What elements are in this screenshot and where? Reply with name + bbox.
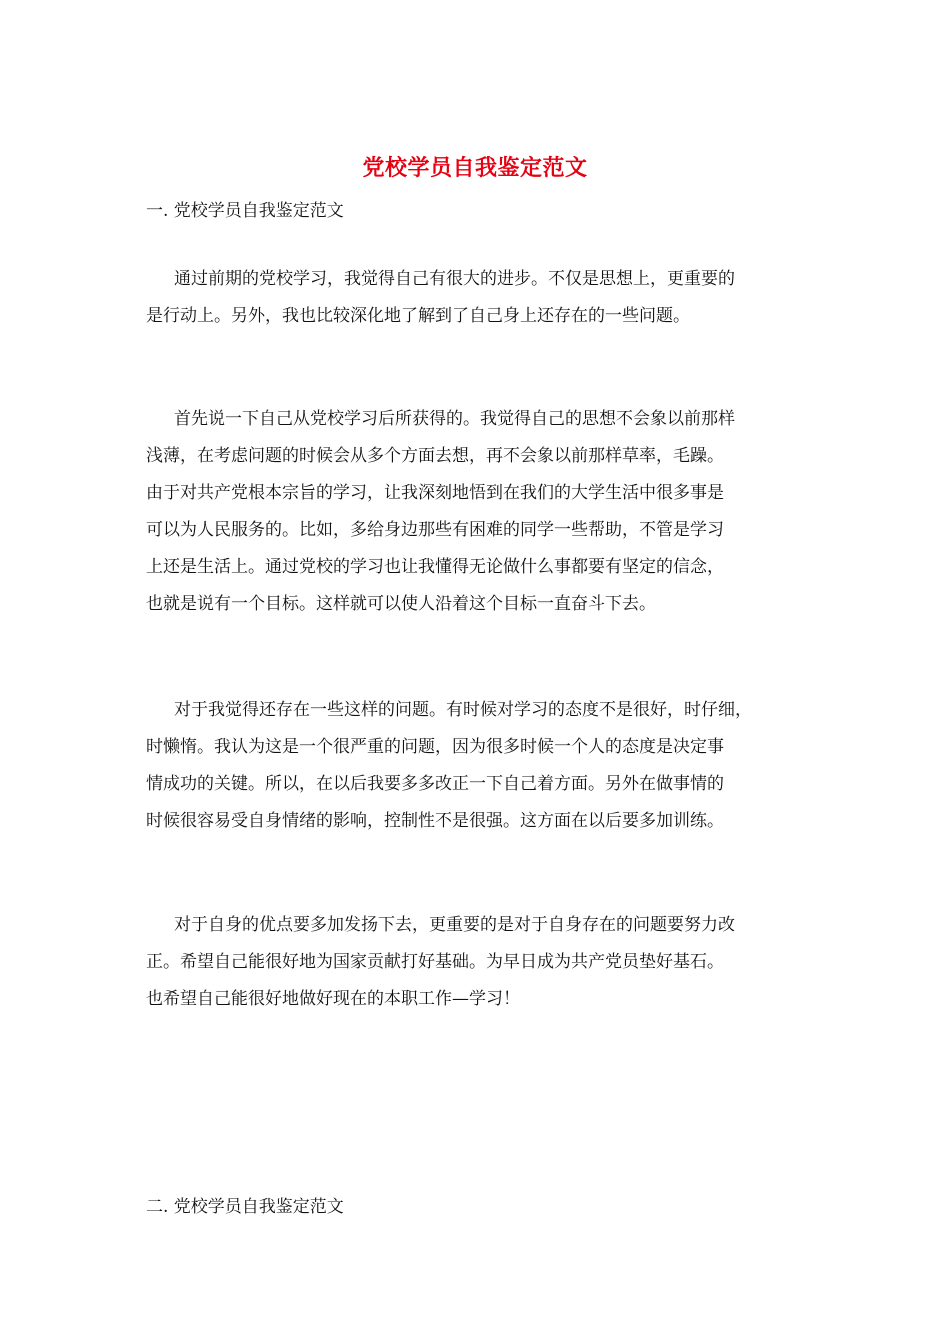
paragraph-line: 情成功的关键。所以，在以后我要多多改正一下自己着方面。另外在做事情的 [146,774,724,794]
paragraph-line: 首先说一下自己从党校学习后所获得的。我觉得自己的思想不会象以前那样 [174,409,735,429]
paragraph-2 [146,401,816,623]
paragraph-line: 可以为人民服务的。比如，多给身边那些有困难的同学一些帮助，不管是学习 [146,520,724,540]
paragraph-line: 也希望自己能很好地做好现在的本职工作—学习！ [146,989,520,1009]
paragraph-line: 对于自身的优点要多加发扬下去，更重要的是对于自身存在的问题要努力改 [174,915,735,935]
paragraph-line: 正。希望自己能很好地为国家贡献打好基础。为早日成为共产党员垫好基石。 [146,952,724,972]
section-heading-1: 一. 党校学员自我鉴定范文 [146,201,344,221]
paragraph-line: 时候很容易受自身情绪的影响，控制性不是很强。这方面在以后要多加训练。 [146,811,724,831]
paragraph-line: 是行动上。另外，我也比较深化地了解到了自己身上还存在的一些问题。 [146,306,690,326]
document-title: 党校学员自我鉴定范文 [362,155,588,181]
paragraph-line: 上还是生活上。通过党校的学习也让我懂得无论做什么事都要有坚定的信念， [146,557,724,577]
paragraph-line: 对于我觉得还存在一些这样的问题。有时候对学习的态度不是很好，时仔细， [174,700,752,720]
paragraph-line: 由于对共产党根本宗旨的学习，让我深刻地悟到在我们的大学生活中很多事是 [146,483,724,503]
paragraph-line: 通过前期的党校学习，我觉得自己有很大的进步。不仅是思想上，更重要的 [174,269,735,289]
paragraph-line: 浅薄，在考虑问题的时候会从多个方面去想，再不会象以前那样草率，毛躁。 [146,446,724,466]
section-heading-2: 二. 党校学员自我鉴定范文 [146,1197,344,1217]
paragraph-1 [146,261,816,335]
paragraph-line: 也就是说有一个目标。这样就可以使人沿着这个目标一直奋斗下去。 [146,594,656,614]
paragraph-4 [146,907,816,1018]
paragraph-3 [146,692,816,840]
paragraph-line: 时懒惰。我认为这是一个很严重的问题，因为很多时候一个人的态度是决定事 [146,737,724,757]
